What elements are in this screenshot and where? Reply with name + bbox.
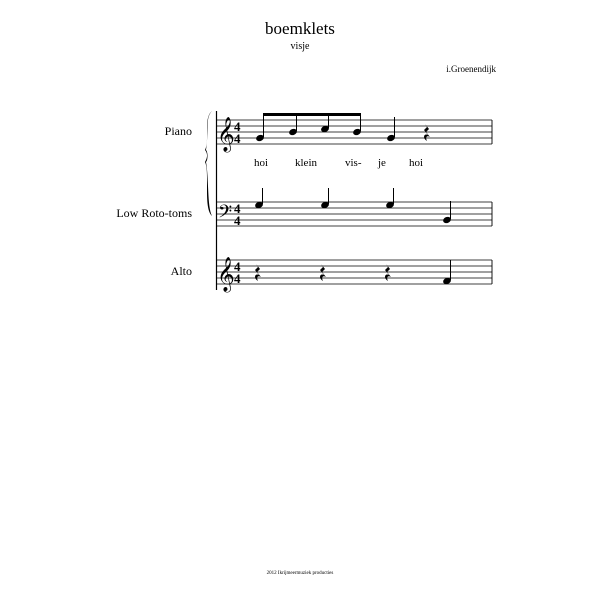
time-signature-bottom: 4 [234,131,241,146]
lyric-syllable-vis: vis- [345,157,362,169]
alto-notes [255,260,452,285]
lyric-syllable-klein: klein [295,157,317,169]
quarter-rest-icon [424,124,430,141]
quarter-rest-icon [320,264,326,281]
treble-clef-icon: 𝄞 [217,117,235,152]
instrument-label-alto: Alto [170,264,192,278]
composer-name: i.Groenendijk [446,64,496,74]
quarter-rest-icon [385,264,391,281]
time-signature-bottom: 4 [234,213,241,228]
piano-brace [205,111,212,216]
quarter-rest-icon [255,264,261,281]
lyric-syllable-hoi-2: hoi [409,157,424,169]
instrument-label-low-roto-toms: Low Roto-toms [116,206,192,220]
score-title: boemklets [265,19,335,38]
roto-toms-notes [254,188,452,224]
lyric-syllable-je: je [378,157,386,169]
note-beam [263,113,361,116]
time-signature-top: 4 [234,201,241,216]
time-signature-top: 4 [234,119,241,134]
time-signature-top: 4 [234,259,241,274]
bass-clef-icon: 𝄢 [218,202,233,227]
score-subtitle: visje [290,41,310,52]
footer-credit: 2012 Ikrijmeermuziek producties [266,571,334,576]
lyric-syllable-hoi: hoi [254,157,269,169]
time-signature-bottom: 4 [234,271,241,286]
treble-clef-icon: 𝄞 [217,257,235,292]
instrument-label-piano: Piano [164,124,192,138]
